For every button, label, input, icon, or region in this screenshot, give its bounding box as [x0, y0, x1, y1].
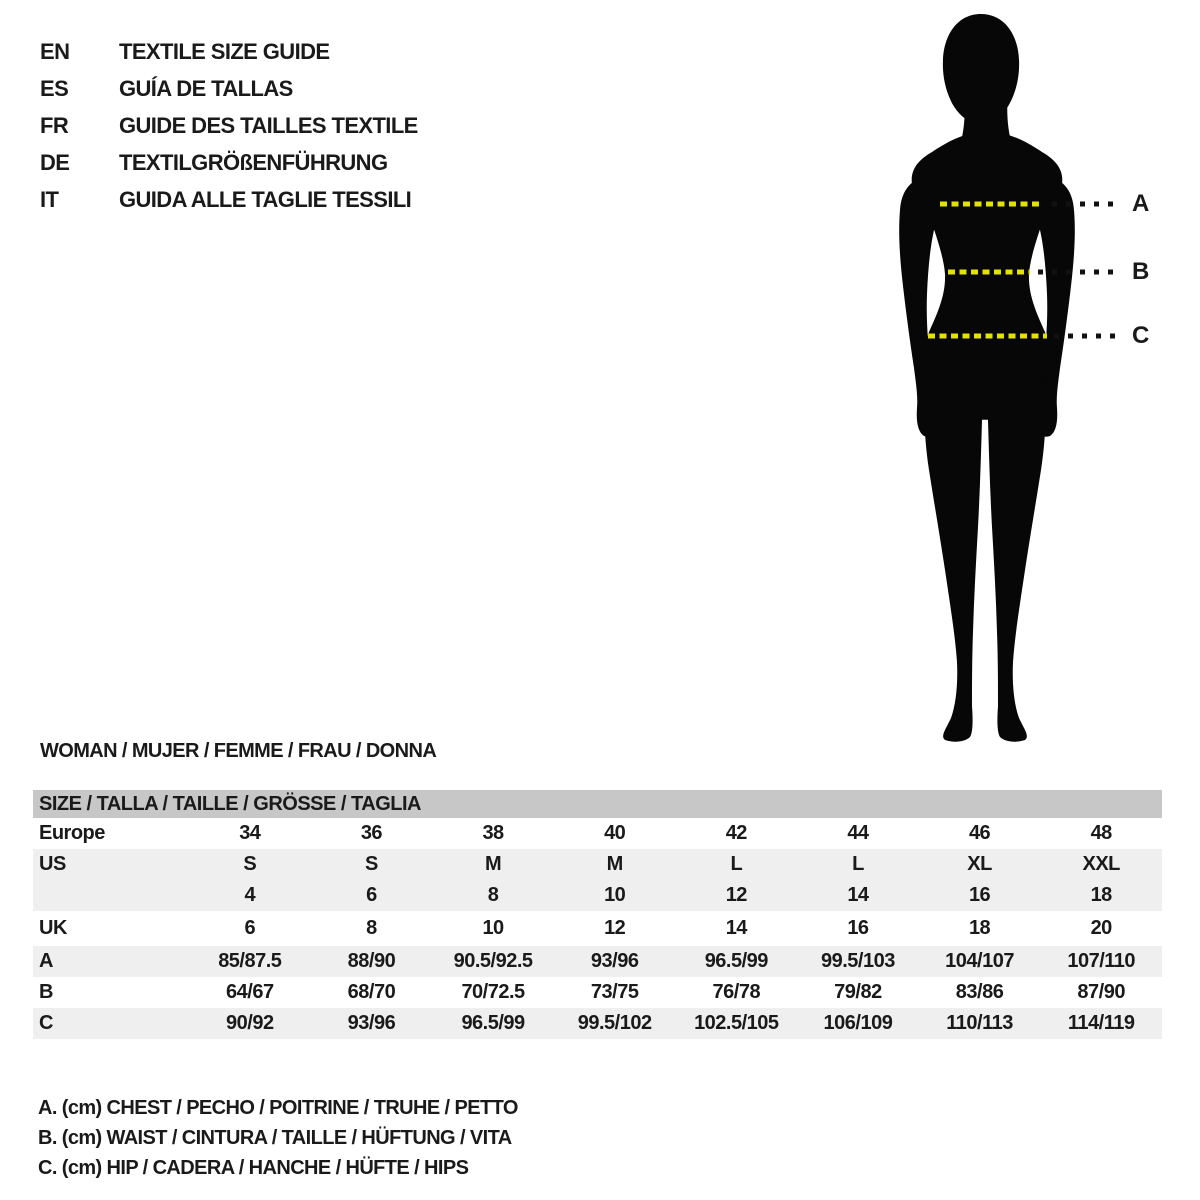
size-value: 83/86: [955, 981, 1004, 1003]
silhouette-left-leg: [925, 380, 982, 742]
size-value: 46: [968, 822, 991, 844]
size-value: 14: [847, 884, 869, 906]
section-heading-woman: WOMAN / MUJER / FEMME / FRAU / DONNA: [40, 740, 437, 762]
legend-item-chest: A. (cm) CHEST / PECHO / POITRINE / TRUHE / PETTO: [38, 1096, 518, 1119]
size-value: 38: [482, 822, 504, 844]
size-value: 96.5/99: [704, 950, 768, 972]
size-value: 110/113: [946, 1012, 1013, 1034]
size-value: XXL: [1082, 853, 1120, 875]
guide-title: TEXTILE SIZE GUIDE: [119, 38, 330, 64]
size-value: 90.5/92.5: [453, 950, 533, 972]
measurement-legend: [38, 1093, 518, 1183]
size-value: 79/82: [834, 981, 882, 1003]
guide-title: GUIDE DES TAILLES TEXTILE: [119, 112, 418, 138]
language-code: EN: [40, 38, 70, 64]
silhouette-torso: [912, 132, 1063, 420]
row-label: A: [39, 950, 53, 972]
size-value: 16: [968, 884, 991, 906]
size-value: 12: [604, 917, 626, 939]
size-value: 4: [244, 884, 256, 906]
size-value: L: [730, 853, 743, 875]
title-row-en: [40, 33, 418, 70]
measure-label-b: B: [1132, 258, 1150, 285]
size-value: 34: [239, 822, 261, 844]
table-row-chest-a: [33, 946, 1162, 977]
size-value: 10: [482, 917, 504, 939]
measurement-diagram: [860, 12, 1200, 742]
size-value: 93/96: [347, 1012, 396, 1034]
table-row-hip-c: [33, 1008, 1162, 1039]
table-row-europe: [33, 818, 1162, 849]
size-value: 104/107: [945, 950, 1014, 972]
guide-title: GUIDA ALLE TAGLIE TESSILI: [119, 186, 412, 212]
size-value: 70/72.5: [461, 981, 525, 1003]
size-value: 10: [604, 884, 626, 906]
table-row-us-number: [33, 880, 1162, 911]
row-label: US: [39, 853, 66, 875]
size-value: 40: [604, 822, 626, 844]
row-label: C: [39, 1012, 53, 1034]
title-row-de: [40, 144, 418, 181]
silhouette-right-leg: [988, 380, 1045, 742]
size-value: 64/67: [226, 981, 274, 1003]
legend-item-waist: B. (cm) WAIST / CINTURA / TAILLE / HÜFTUNG / VITA: [38, 1126, 512, 1149]
size-table: [33, 790, 1162, 1039]
table-header-size: SIZE / TALLA / TAILLE / GRÖSSE / TAGLIA: [33, 790, 1162, 818]
size-value: 88/90: [347, 950, 396, 972]
title-row-it: [40, 181, 418, 218]
size-value: 36: [360, 822, 383, 844]
size-value: 96.5/99: [461, 1012, 525, 1034]
language-code: DE: [40, 149, 70, 175]
table-row-us-letter: [33, 849, 1162, 880]
guide-title: GUÍA DE TALLAS: [119, 75, 293, 101]
size-value: 16: [847, 917, 869, 939]
size-value: M: [606, 853, 623, 875]
size-value: 18: [1090, 884, 1112, 906]
title-row-fr: [40, 107, 418, 144]
size-value: 90/92: [226, 1012, 274, 1034]
size-value: 93/96: [590, 950, 639, 972]
size-value: 114/119: [1067, 1012, 1135, 1034]
size-value: 6: [366, 884, 377, 906]
size-value: 48: [1090, 822, 1112, 844]
measure-label-a: A: [1132, 190, 1150, 217]
size-value: 106/109: [823, 1012, 893, 1034]
language-code: ES: [40, 75, 69, 101]
size-value: 99.5/103: [821, 950, 895, 972]
guide-title: TEXTILGRÖßENFÜHRUNG: [119, 149, 388, 175]
measure-label-c: C: [1132, 322, 1150, 349]
size-value: 8: [366, 917, 377, 939]
size-value: S: [243, 853, 257, 875]
size-value: 85/87.5: [218, 950, 282, 972]
language-code: FR: [40, 112, 69, 138]
size-value: 18: [968, 917, 991, 939]
language-title-block: [40, 33, 418, 218]
size-value: S: [365, 853, 378, 875]
size-value: 73/75: [590, 981, 639, 1003]
size-value: 107/110: [1067, 950, 1136, 972]
size-value: 12: [725, 884, 747, 906]
woman-silhouette-figure: [860, 12, 1160, 742]
title-row-es: [40, 70, 418, 107]
size-value: 6: [244, 917, 256, 939]
size-value: L: [852, 853, 864, 875]
size-value: 42: [725, 822, 747, 844]
size-value: 44: [847, 822, 869, 844]
legend-item-hip: C. (cm) HIP / CADERA / HANCHE / HÜFTE / HIPS: [38, 1156, 469, 1179]
language-code: IT: [40, 186, 59, 212]
size-value: M: [484, 853, 502, 875]
size-value: 20: [1090, 917, 1112, 939]
row-label: B: [39, 981, 53, 1003]
size-value: 76/78: [712, 981, 761, 1003]
size-value: 87/90: [1077, 981, 1125, 1003]
table-row-waist-b: [33, 977, 1162, 1008]
size-value: 8: [487, 884, 499, 906]
size-value: 14: [725, 917, 747, 939]
size-value: 99.5/102: [577, 1012, 652, 1034]
row-label: Europe: [39, 822, 105, 844]
size-value: 68/70: [347, 981, 396, 1003]
size-value: XL: [967, 853, 992, 875]
size-value: 102.5/105: [694, 1012, 779, 1034]
table-row-uk: [33, 911, 1162, 946]
row-label: UK: [39, 917, 67, 939]
